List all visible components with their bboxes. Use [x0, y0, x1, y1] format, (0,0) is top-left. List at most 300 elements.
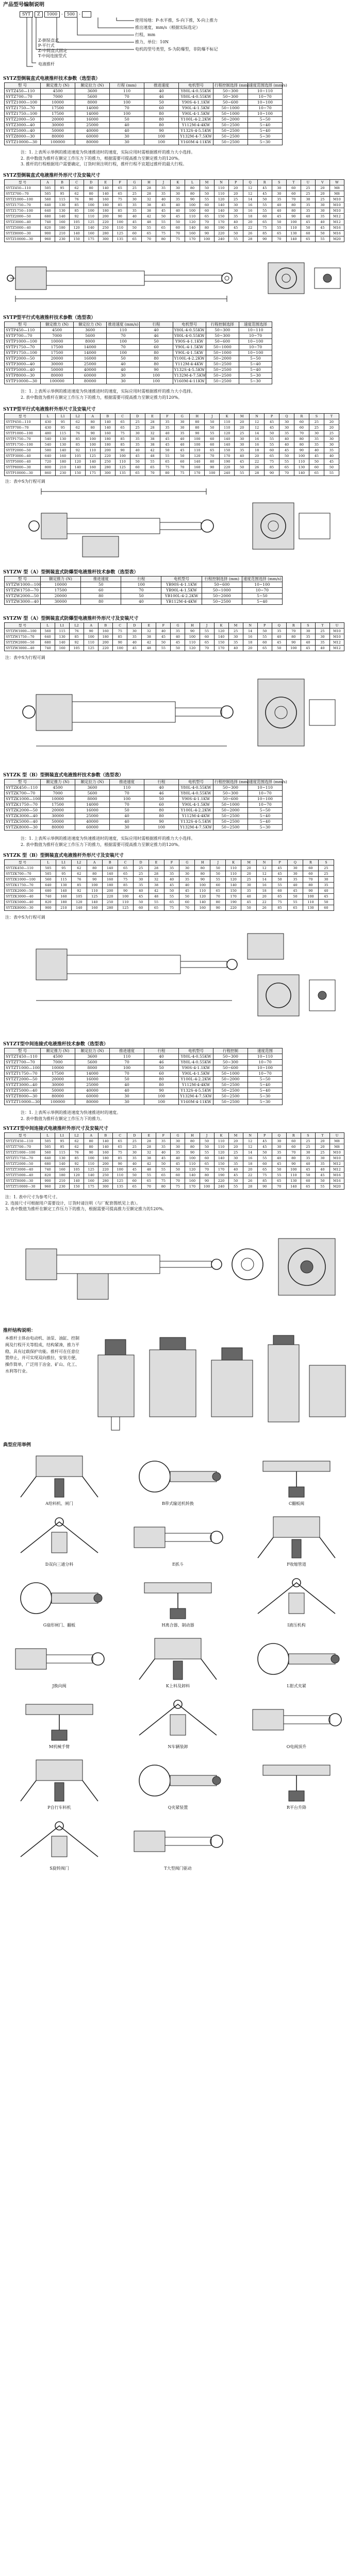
application-item: [5, 1816, 113, 1871]
column-header: 行程: [144, 1048, 179, 1054]
table-cell: 120: [190, 453, 205, 459]
table-cell: 210: [55, 465, 70, 470]
table-cell: 100: [118, 894, 133, 900]
table-cell: 35: [130, 442, 145, 448]
table-row: [5, 894, 334, 900]
table-row: [5, 791, 283, 796]
dimension-table: [4, 1132, 344, 1190]
column-header: B: [102, 860, 118, 866]
table-cell: 12: [243, 1139, 257, 1144]
table-cell: 70: [286, 197, 301, 202]
table-cell: 125: [113, 231, 127, 236]
table-cell: 40: [175, 442, 190, 448]
table-cell: 42: [142, 1161, 156, 1167]
column-header: U: [329, 1133, 344, 1139]
application-sketch: [242, 1755, 351, 1804]
table-cell: Y90L-4-1.5KW: [173, 345, 206, 350]
table-cell: 14000: [75, 106, 110, 111]
column-header: 行程: [140, 322, 173, 328]
column-header: N: [243, 623, 257, 629]
table-cell: 80: [87, 866, 102, 871]
table-cell: 40: [279, 442, 294, 448]
table-row: [5, 594, 283, 599]
table-cell: 50: [200, 185, 214, 191]
table-cell: Y80L-4-0.55KW: [179, 1054, 213, 1060]
column-header: B: [100, 414, 115, 419]
table-cell: 220: [98, 219, 113, 225]
table-cell: 110: [226, 866, 241, 871]
table-cell: 140: [70, 1178, 84, 1184]
table-cell: 55: [200, 629, 214, 634]
table-cell: 25: [301, 191, 315, 197]
table-cell: 65: [272, 894, 288, 900]
table-cell: SYTZ1750—70: [5, 106, 41, 111]
table-cell: 25: [301, 1139, 315, 1144]
table-cell: 160: [190, 465, 205, 470]
table-cell: 30: [228, 208, 243, 214]
column-header: Q: [279, 414, 294, 419]
table-cell: 62: [70, 191, 84, 197]
table-cell: 300: [98, 236, 113, 242]
table-cell: SYTP10000—30: [5, 379, 41, 384]
table-cell: 65: [113, 191, 127, 197]
table-cell: 30: [171, 1144, 185, 1150]
column-header: Q: [272, 1133, 286, 1139]
table-cell: 120: [195, 894, 210, 900]
table-cell: 125: [84, 1167, 98, 1173]
table-cell: 65: [210, 888, 226, 894]
table-cell: 90: [144, 128, 179, 134]
table-cell: 40: [127, 640, 142, 646]
table-cell: Y80L-4-0.55KW: [179, 785, 213, 791]
table-cell: 62: [70, 1144, 84, 1150]
table-cell: SYTZ10000—30: [5, 236, 41, 242]
table-cell: 80: [81, 594, 121, 599]
table-cell: 50: [315, 231, 329, 236]
table-cell: 45: [164, 883, 179, 888]
table-cell: 505: [41, 191, 55, 197]
table-row: [5, 208, 344, 214]
table-cell: 80: [286, 202, 301, 208]
table-row: [5, 599, 283, 605]
table-cell: 50: [164, 888, 179, 894]
application-item: [5, 1451, 113, 1506]
table-cell: 90: [190, 431, 205, 436]
table-cell: M10: [329, 197, 344, 202]
table-cell: 18: [243, 214, 257, 219]
table-cell: 30: [279, 425, 294, 431]
table-cell: 55: [148, 900, 164, 905]
table-cell: 90: [144, 1088, 179, 1094]
table-cell: 90: [286, 1161, 301, 1167]
table-cell: 80: [144, 808, 179, 814]
table-cell: 55: [272, 225, 286, 231]
table-cell: 35: [171, 629, 185, 634]
column-header: A: [41, 180, 55, 185]
application-sketch: [124, 1451, 232, 1500]
code-box: Z: [35, 11, 43, 18]
table-cell: 55: [164, 894, 179, 900]
table-row: [5, 333, 272, 339]
table-cell: SYTZK1000—100: [5, 877, 41, 883]
note-line: 2. 连接尺寸可根据用户需要设计，订货时请注明（与厂配套图纸见上表）。: [5, 1200, 141, 1206]
column-header: P: [272, 860, 288, 866]
table-cell: 50~1000: [206, 350, 239, 356]
table-cell: 5~40: [242, 599, 282, 605]
column-header: D: [130, 414, 145, 419]
table-cell: 7000: [41, 791, 75, 796]
table-header-row: [5, 1133, 344, 1139]
table-cell: 80: [294, 442, 309, 448]
table-cell: SYTZ2000—50: [5, 214, 41, 219]
table-cell: SYTZ10000—30: [5, 140, 41, 145]
table-cell: 10~110: [239, 328, 272, 333]
table-row: [5, 1167, 344, 1173]
table-cell: 100: [205, 470, 220, 476]
table-cell: 40: [318, 888, 334, 894]
table-cell: 100000: [41, 140, 75, 145]
table-cell: 50~300: [213, 1060, 248, 1065]
table-cell: 50: [272, 1167, 286, 1173]
table-cell: 160: [55, 646, 70, 651]
table-cell: 8000: [75, 796, 110, 802]
table-cell: 75: [118, 877, 133, 883]
table-cell: 45: [179, 888, 195, 894]
table-cell: 80: [286, 634, 301, 640]
table-cell: 20000: [41, 117, 75, 123]
table-cell: 110: [286, 1173, 301, 1178]
column-header: K: [171, 180, 185, 185]
table-cell: 160: [195, 905, 210, 911]
table-row: [5, 629, 344, 634]
table-cell: 20: [228, 1139, 243, 1144]
table-cell: 75: [175, 470, 190, 476]
table-cell: 35: [241, 888, 257, 894]
table-cell: 65: [156, 1173, 171, 1178]
table-cell: 160: [98, 629, 113, 634]
column-header: C: [70, 180, 84, 185]
table-cell: 32: [145, 431, 160, 436]
table-cell: 48: [145, 453, 160, 459]
table-cell: 3600: [75, 785, 110, 791]
table-cell: 65: [118, 871, 133, 877]
column-header: G: [179, 860, 195, 866]
table-cell: 80000: [75, 1099, 110, 1105]
table-cell: 50000: [41, 128, 75, 134]
table-cell: SYTZT3000—40: [5, 1082, 41, 1088]
table-cell: 30: [235, 442, 250, 448]
table-row: [5, 117, 283, 123]
table-cell: 130: [294, 465, 309, 470]
table-cell: 80: [84, 185, 98, 191]
table-cell: Y132S-4-5.5KW: [173, 367, 206, 373]
table-row: [5, 459, 339, 465]
table-cell: 35: [133, 883, 148, 888]
table-cell: 22: [257, 900, 272, 905]
table-cell: 130: [303, 905, 318, 911]
table-cell: 26: [243, 1178, 257, 1184]
table-cell: 160: [98, 197, 113, 202]
table-cell: 40: [272, 208, 286, 214]
table-cell: 90: [85, 431, 100, 436]
column-header: 型 号: [5, 860, 41, 866]
table-cell: 140: [214, 208, 228, 214]
table-cell: 35: [164, 866, 179, 871]
table-cell: 60: [200, 208, 214, 214]
table-cell: 55: [257, 1156, 272, 1161]
table-cell: 140: [71, 905, 87, 911]
table-cell: 300: [98, 1184, 113, 1190]
table-cell: M8: [329, 185, 344, 191]
table-cell: 17500: [41, 588, 81, 594]
table-cell: SYTZK2000—50: [5, 808, 41, 814]
table-cell: 92: [70, 1161, 84, 1167]
table-cell: 40: [228, 219, 243, 225]
table-cell: 100: [190, 442, 205, 448]
table-cell: 540: [41, 442, 56, 448]
table-cell: 170: [185, 1184, 200, 1190]
table-cell: 960: [41, 236, 55, 242]
table-cell: 20: [243, 646, 257, 651]
column-header: J: [156, 180, 171, 185]
table-cell: 190: [214, 225, 228, 231]
table-cell: 20: [250, 453, 265, 459]
table-cell: 100: [185, 202, 200, 208]
table-cell: 80: [185, 191, 200, 197]
table-cell: 75: [171, 236, 185, 242]
table-cell: SYTZ1000—100: [5, 197, 41, 202]
applications-grid: [0, 1451, 363, 2576]
table-cell: 640: [41, 634, 55, 640]
application-label: K上料及卸料: [166, 1684, 190, 1688]
table-cell: 45: [228, 1173, 243, 1178]
table-cell: 50~2500: [213, 1082, 248, 1088]
table-row: [5, 111, 283, 117]
table-cell: 30: [272, 191, 286, 197]
column-header: N: [250, 414, 265, 419]
note-line: 3. 推杆的行程根据用户需要确定，订货时须注明行程，推杆行程不宜超过推杆的最大行程。: [21, 162, 187, 167]
table-cell: 200: [98, 1161, 113, 1167]
table-cell: 65: [127, 1184, 142, 1190]
table-cell: 70: [303, 877, 318, 883]
table-cell: 210: [56, 905, 71, 911]
table-cell: 190: [226, 900, 241, 905]
table-cell: 120: [70, 459, 85, 465]
table-cell: 140: [214, 202, 228, 208]
table-cell: 140: [98, 191, 113, 197]
table-cell: 70: [272, 236, 286, 242]
table-cell: 180: [100, 442, 115, 448]
table-cell: 10000: [41, 1065, 75, 1071]
table-cell: 50: [257, 629, 272, 634]
table-cell: 85: [70, 1156, 84, 1161]
table-cell: 45: [301, 219, 315, 225]
table-cell: 45: [257, 1144, 272, 1150]
section-title: 典型应用举例: [3, 1443, 31, 1448]
table-cell: 22: [243, 1173, 257, 1178]
table-cell: 62: [70, 185, 84, 191]
table-cell: 35: [171, 197, 185, 202]
table-cell: Y80L-4-0.55KW: [179, 791, 213, 796]
table-cell: 5~50: [239, 356, 272, 362]
table-cell: 10~110: [248, 785, 283, 791]
table-cell: SYTP3000—40: [5, 453, 41, 459]
table-cell: 105: [70, 646, 84, 651]
column-header: 行程控制选择 (mm): [202, 577, 242, 582]
table-cell: SYTZ1750—100: [5, 208, 41, 214]
table-cell: 160: [85, 465, 100, 470]
table-cell: 40: [164, 877, 179, 883]
column-header: 额定推力 (N): [41, 322, 74, 328]
table-cell: 110: [185, 1161, 200, 1167]
table-cell: 55: [228, 236, 243, 242]
section-title: SYTZT型中间连接式电液推杆外形尺寸及安装尺寸: [3, 1126, 108, 1131]
table-header-row: [5, 83, 283, 89]
column-header: F: [113, 180, 127, 185]
table-cell: 42: [142, 214, 156, 219]
table-cell: 5~40: [248, 1082, 283, 1088]
table-cell: SYTZW3000—40: [5, 599, 41, 605]
table-cell: 10~70: [248, 94, 283, 100]
table-row: [5, 185, 344, 191]
table-cell: 28: [148, 871, 164, 877]
table-cell: 10~70: [248, 106, 283, 111]
table-cell: 35: [301, 202, 315, 208]
table-cell: 45: [130, 453, 145, 459]
table-row: [5, 634, 344, 640]
column-header: 额定拉力 (N): [75, 1048, 110, 1054]
table-row: [5, 877, 334, 883]
table-cell: 76: [70, 629, 84, 634]
table-cell: 20: [257, 894, 272, 900]
table-cell: 55: [315, 1184, 329, 1190]
table-header-row: [5, 779, 283, 785]
table-row: [5, 214, 344, 219]
table-cell: Y100L-4-2.2KW: [173, 356, 206, 362]
table-cell: 16: [250, 436, 265, 442]
table-cell: 90: [115, 448, 130, 453]
application-item: [242, 1755, 351, 1810]
table-cell: 25: [309, 425, 324, 431]
table-cell: 85: [265, 465, 279, 470]
table-row: [5, 367, 272, 373]
table-row: [5, 448, 339, 453]
column-header: Q: [272, 623, 286, 629]
table-cell: 70: [142, 1184, 156, 1190]
table-cell: 125: [118, 905, 133, 911]
table-cell: 70: [200, 646, 214, 651]
table-cell: 60: [200, 1156, 214, 1161]
table-cell: SYTZ450—110: [5, 185, 41, 191]
table-cell: 120: [214, 197, 228, 202]
column-header: N: [257, 860, 272, 866]
table-cell: 40: [171, 1156, 185, 1161]
table-cell: SYTZT700—70: [5, 1060, 41, 1065]
code-label: T-中间连接型式: [38, 54, 67, 58]
table-row: [5, 1178, 344, 1184]
column-header: L: [41, 1133, 55, 1139]
table-cell: Y100L-4-2.2KW: [179, 117, 213, 123]
application-item: [242, 1572, 351, 1628]
table-cell: 240: [220, 470, 235, 476]
table-cell: 110: [110, 89, 144, 94]
table-cell: SYTZ1750—100: [5, 111, 41, 117]
column-header: 推进速度: [110, 1048, 144, 1054]
table-cell: 18: [243, 640, 257, 646]
application-sketch: [242, 1572, 351, 1622]
table-cell: 70: [286, 1150, 301, 1156]
table-cell: 5600: [75, 1060, 110, 1065]
column-header: F: [160, 414, 175, 419]
table-cell: Y132M-4-7.5KW: [179, 134, 213, 140]
table-cell: 50~2500: [213, 825, 248, 831]
table-cell: 12: [250, 425, 265, 431]
table-cell: SYTZK1000—100: [5, 796, 41, 802]
table-cell: 140: [226, 883, 241, 888]
table-cell: 40000: [74, 367, 107, 373]
table-cell: 85: [71, 883, 87, 888]
table-cell: 55: [324, 470, 339, 476]
table-cell: 60: [294, 425, 309, 431]
table-cell: 110: [220, 419, 235, 425]
dimension-table: [4, 413, 339, 476]
table-cell: 10~100: [248, 111, 283, 117]
table-cell: 3600: [75, 1054, 110, 1060]
table-cell: 60000: [74, 373, 107, 379]
table-cell: 140: [85, 459, 100, 465]
table-cell: Y160M-4-11KW: [179, 140, 213, 145]
table-cell: 40: [301, 640, 315, 646]
table-cell: 100: [144, 140, 179, 145]
table-cell: 210: [55, 1178, 70, 1184]
dimension-table: [4, 179, 344, 242]
table-cell: 45: [156, 202, 171, 208]
table-header-row: [5, 860, 334, 866]
table-cell: 240: [214, 236, 228, 242]
table-cell: 30: [315, 208, 329, 214]
table-cell: 5~40: [239, 367, 272, 373]
table-cell: SYTP8000—30: [5, 465, 41, 470]
column-header: D: [127, 1133, 142, 1139]
table-cell: 92: [71, 888, 87, 894]
column-header: D: [127, 623, 142, 629]
table-cell: 45: [309, 453, 324, 459]
table-cell: 25: [318, 871, 334, 877]
table-cell: 70: [272, 1184, 286, 1190]
table-cell: 30: [179, 871, 195, 877]
table-cell: SYTP450—110: [5, 328, 41, 333]
table-cell: SYTZ8000—30: [5, 134, 41, 140]
table-cell: 40: [175, 436, 190, 442]
table-cell: 50~600: [213, 1065, 248, 1071]
table-cell: 110: [195, 888, 210, 894]
table-cell: SYTZ700—70: [5, 94, 41, 100]
table-cell: 80: [185, 185, 200, 191]
table-cell: 40: [110, 1088, 144, 1094]
table-cell: 18: [257, 888, 272, 894]
table-cell: 10~100: [248, 796, 283, 802]
column-header: R: [294, 414, 309, 419]
column-header: L: [185, 180, 200, 185]
table-cell: 680: [41, 640, 55, 646]
table-cell: 60: [127, 231, 142, 236]
application-item: [242, 1694, 351, 1750]
table-cell: 25: [235, 431, 250, 436]
model-code-boxes: [20, 11, 91, 18]
table-cell: 45: [133, 894, 148, 900]
model-code-section: [0, 0, 363, 72]
table-cell: 50: [324, 465, 339, 470]
